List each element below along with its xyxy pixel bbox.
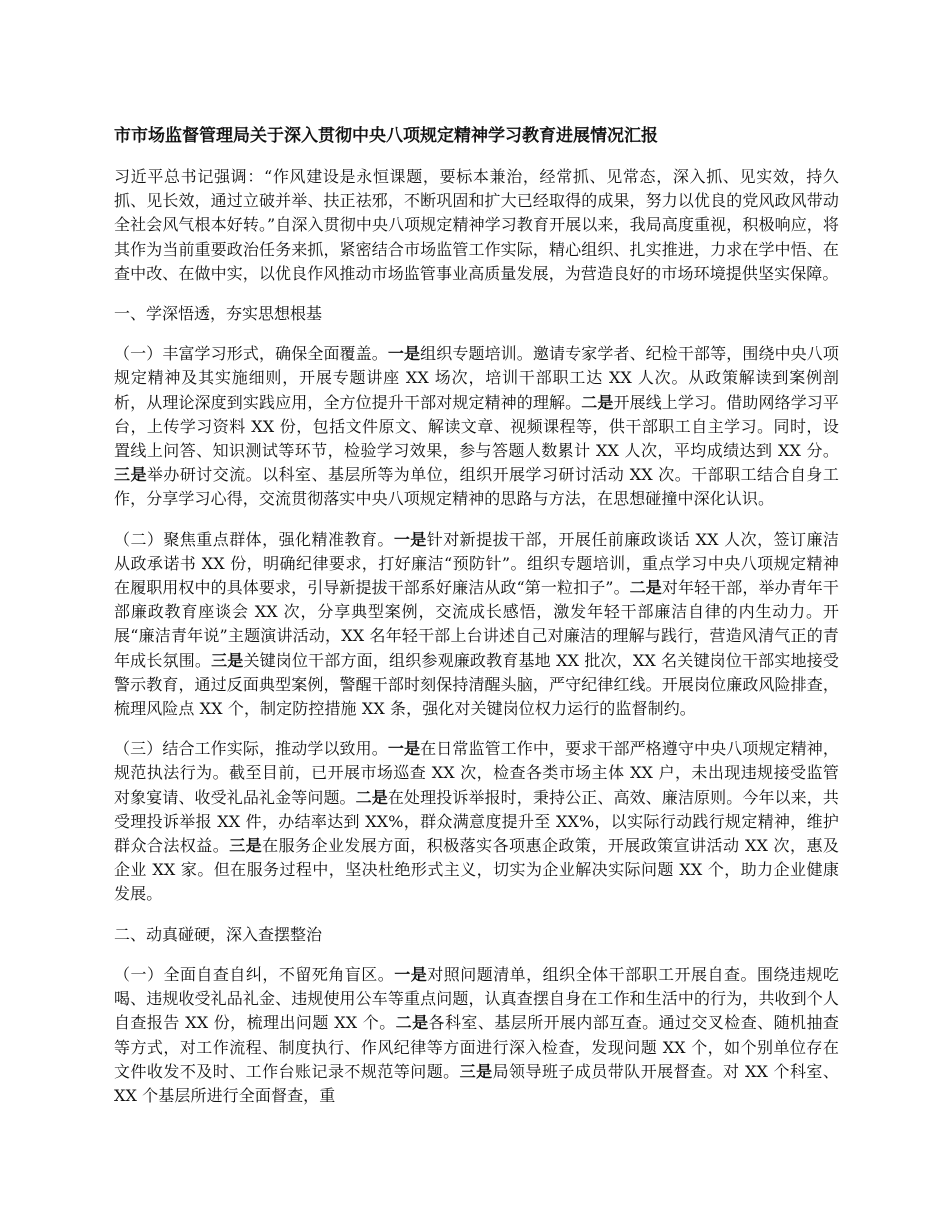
paragraph-1-2 [114, 528, 839, 722]
paragraph-text: 开展线上学习。借助网络学习平台，上传学习资料 XX 份，包括文件原文、解读文章、视频课程等，供干部职工自主学习。同时，设置线上问答、知识测试等环节，检验学习效果，参与答题人数累计 XX 人次，平均成绩达到 XX 分。 [114, 392, 840, 461]
paragraph-text: 在日常监管工作中，要求干部严格遵守中央八项规定精神，规范执法行为。截至目前，已开展市场巡查 XX 次，检查各类市场主体 XX 户，未出现违规接受监管对象宴请、收受礼品礼金等问题。 [114, 739, 840, 807]
paragraph-text: 各科室、基层所开展内部互查。通过交叉检查、随机抽查等方式，对工作流程、制度执行、作风纪律等方面进行深入检查，发现问题 XX 个，如个别单位存在文件收发不及时、工作台账记录不规范等问题。 [114, 1013, 839, 1081]
keyword-first: 一是 [387, 344, 421, 364]
subheading-text: （二）聚焦重点群体，强化精准教育。 [114, 529, 394, 549]
keyword-third: 三是 [211, 650, 244, 670]
paragraph-1-3 [114, 737, 839, 906]
paragraph-text: 对年轻干部，举办青年干部廉政教育座谈会 XX 次，分享典型案例，交流成长感悟，激发年轻干部廉洁自律的内生动力。开展“廉洁青年说”主题演讲活动，XX 名年轻干部上台讲述自己对廉洁的理解与践行，营造风清气正的青年成长氛围。 [114, 578, 839, 670]
subheading-text: （一）全面自查自纠，不留死角盲区。 [114, 964, 395, 984]
paragraph-1-1 [114, 342, 839, 511]
keyword-third: 三是 [114, 465, 147, 485]
paragraph-text: 在服务企业发展方面，积极落实各项惠企政策，开展政策宣讲活动 XX 次，惠及企业 XX 家。但在服务过程中，坚决杜绝形式主义，切实为企业解决实际问题 XX 个，助力企业健康发展。 [114, 836, 840, 904]
paragraph-text: 关键岗位干部方面，组织参观廉政教育基地 XX 批次，XX 名关键岗位干部实地接受警示教育，通过反面典型案例，警醒干部时刻保持清醒头脑，严守纪律红线。开展岗位廉政风险排查，梳理风险点 XX 个，制定防控措施 XX 条，强化对关键岗位权力运行的监督制约。 [114, 650, 839, 719]
paragraph-text: 举办研讨交流。以科室、基层所等为单位，组织开展学习研讨活动 XX 次。干部职工结合自身工作，分享学习心得，交流贯彻落实中央八项规定精神的思路与方法，在思想碰撞中深化认识。 [114, 465, 839, 509]
intro-paragraph: 习近平总书记强调：“作风建设是永恒课题，要标本兼治，经常抓、见常态，深入抓、见实效，持久抓、见长效，通过立破并举、扶正祛邪，不断巩固和扩大已经取得的成果，努力以优良的党风政风带动全社会风气根本好转。”自深入贯彻中央八项规定精神学习教育开展以来，我局高度重视，积极响应，将其作为当前重要政治任务来抓，紧密结合市场监管工作实际，精心组织、扎实推进，力求在学中悟、在查中改、在做中实，以优良作风推动市场监管事业高质量发展，为营造良好的市场环境提供坚实保障。 [114, 167, 839, 283]
keyword-second: 二是 [629, 578, 662, 598]
keyword-second: 二是 [355, 787, 388, 807]
keyword-first: 一是 [394, 964, 428, 984]
subheading-text: （三）结合工作实际，推动学以致用。 [114, 739, 388, 759]
keyword-first: 一是 [393, 529, 427, 549]
document-body [114, 124, 839, 1124]
paragraph-text: 对照问题清单，组织全体干部职工开展自查。围绕违规吃喝、违规收受礼品礼金、违规使用公车等重点问题，认真查摆自身在工作和生活中的行为，共收到个人自查报告 XX 份，梳理出问题 XX 个。 [114, 964, 840, 1033]
keyword-first: 一是 [387, 739, 421, 759]
paragraph-text: 针对新提拔干部，开展任前廉政谈话 XX 人次，签订廉洁从政承诺书 XX 份，明确纪律要求，打好廉洁“预防针”。组织专题培训，重点学习中央八项规定精神在履职用权中的具体要求，引导新提拔干部系好廉洁从政“第一粒扣子”。 [114, 529, 840, 598]
paragraph-text: 局领导班子成员带队开展督查。对 XX 个科室、XX 个基层所进行全面督查，重 [114, 1061, 839, 1105]
subheading-text: （一）丰富学习形式，确保全面覆盖。 [114, 344, 388, 364]
paragraph-text: 在处理投诉举报时，秉持公正、高效、廉洁原则。今年以来，共受理投诉举报 XX 件，办结率达到 XX%，群众满意度提升至 XX%，以实际行动践行规定精神，维护群众合法权益。 [114, 787, 839, 856]
keyword-second: 二是 [395, 1013, 429, 1033]
keyword-third: 三是 [229, 836, 263, 856]
section-heading-2: 二、动真碰硬，深入查摆整治 [114, 924, 323, 944]
paragraph-2-1 [114, 963, 839, 1108]
paragraph-text: 组织专题培训。邀请专家学者、纪检干部等，围绕中央八项规定精神及其实施细则，开展专题讲座 XX 场次，培训干部职工达 XX 人次。从政策解读到案例剖析，从理论深度到实践应用，全方位提升干部对规定精神的理解。 [114, 344, 840, 412]
keyword-second: 二是 [581, 392, 614, 412]
document-title: 市市场监督管理局关于深入贯彻中央八项规定精神学习教育进展情况汇报 [114, 126, 658, 146]
keyword-third: 三是 [459, 1061, 493, 1081]
section-heading-1: 一、学深悟透，夯实思想根基 [114, 304, 323, 324]
